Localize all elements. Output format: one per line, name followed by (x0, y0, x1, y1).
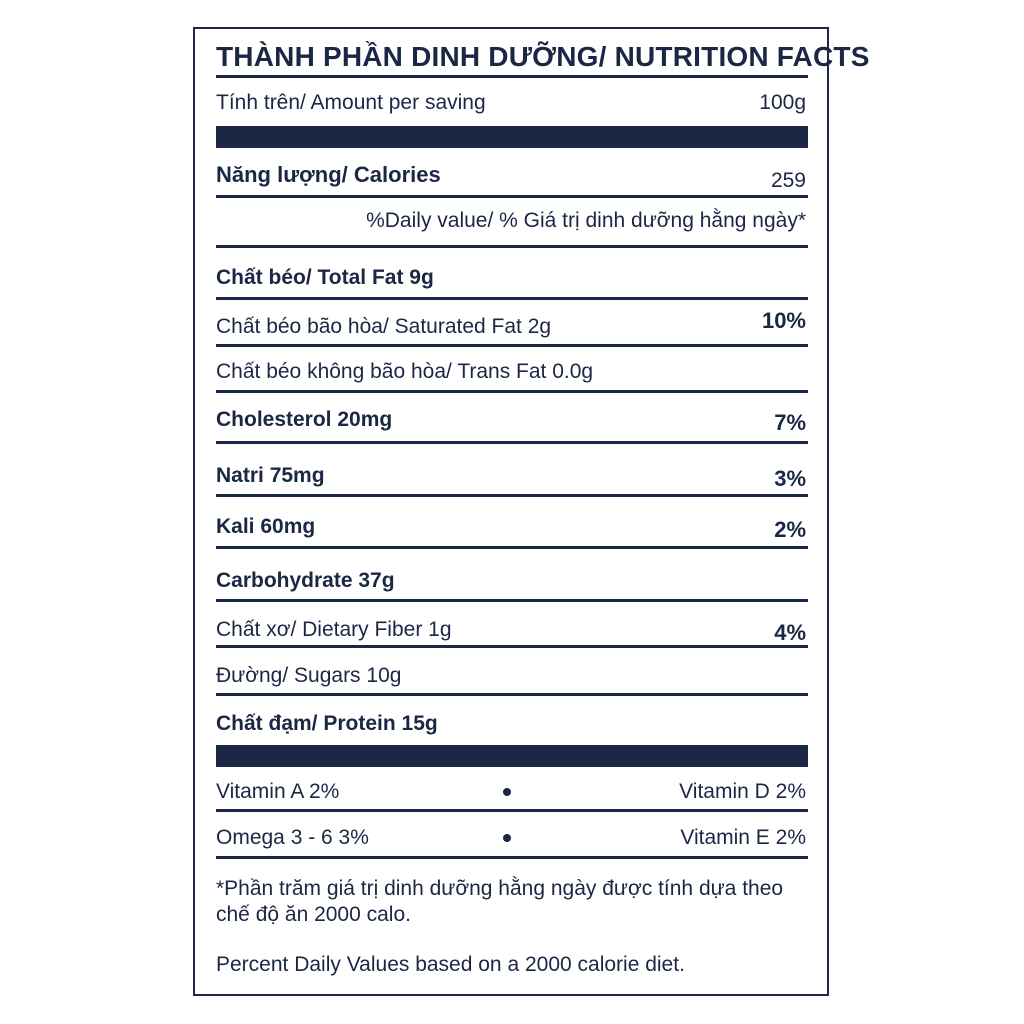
vitamin-right: Vitamin E 2% (680, 826, 806, 849)
divider (216, 546, 808, 549)
nutrient-pct: 3% (774, 466, 806, 491)
divider (216, 645, 808, 648)
nutrient-pct: 10% (761, 308, 806, 333)
nutrient-name: Kali (216, 515, 255, 538)
divider (216, 344, 808, 347)
nutrient-name: Natri (216, 464, 264, 487)
divider (216, 809, 808, 812)
nutrient-name: Cholesterol (216, 408, 332, 431)
vitamin-left: Omega 3 - 6 3% (216, 826, 369, 849)
nutrient-pct: 7% (774, 410, 806, 435)
nutrient-row-trans-fat (216, 360, 808, 400)
nutrient-name: Chất béo/ Total Fat (216, 266, 404, 289)
divider (216, 245, 808, 248)
nutrient-amount: 20mg (337, 408, 393, 431)
nutrient-name: Chất đạm/ Protein (216, 712, 396, 735)
serving-row (216, 91, 808, 131)
calories-label: Năng lượng/ Calories (216, 162, 441, 187)
nutrient-row-sugars (216, 664, 808, 704)
nutrient-amount: 37g (358, 569, 395, 592)
nutrient-row-total-fat (216, 266, 808, 306)
footnote-en: Percent Daily Values based on a 2000 calorie diet. (216, 953, 685, 976)
nutrient-row-saturated-fat (216, 308, 808, 353)
nutrient-name: Chất béo bão hòa/ Saturated Fat 2g (216, 315, 552, 338)
nutrient-row-fiber (216, 618, 808, 658)
nutrient-amount: 75mg (269, 464, 325, 487)
nutrient-row-kali (216, 515, 808, 555)
nutrient-amount: 15g (401, 712, 438, 735)
divider (216, 856, 808, 859)
vitamin-row (216, 780, 808, 820)
nutrient-row-natri (216, 464, 808, 504)
serving-label: Tính trên/ Amount per saving (216, 91, 486, 114)
thick-divider (216, 745, 808, 767)
nutrient-pct: 4% (774, 620, 806, 645)
divider (216, 195, 808, 198)
nutrient-amount: 60mg (260, 515, 316, 538)
nutrient-amount: 9g (409, 266, 434, 289)
vitamin-left: Vitamin A 2% (216, 780, 340, 803)
divider (216, 390, 808, 393)
bullet-icon (503, 834, 511, 842)
footnote-vi: *Phần trăm giá trị dinh dưỡng hằng ngày được tính dựa theo chế độ ăn 2000 calo. (216, 877, 784, 926)
divider (216, 297, 808, 300)
nutrition-facts-panel (193, 27, 870, 996)
nutrient-row-carbohydrate (216, 569, 808, 609)
calories-value: 259 (770, 169, 806, 192)
thick-divider (216, 126, 808, 148)
divider (216, 494, 808, 497)
serving-value: 100g (759, 91, 806, 114)
divider (216, 693, 808, 696)
nutrient-pct: 2% (774, 517, 806, 542)
vitamin-right: Vitamin D 2% (679, 780, 806, 803)
divider (216, 75, 808, 78)
daily-value-header: %Daily value/ % Giá trị dinh dưỡng hằng ngày* (366, 209, 806, 232)
divider (216, 441, 808, 444)
nutrient-name: Chất xơ/ Dietary Fiber 1g (216, 618, 452, 641)
nutrition-title: THÀNH PHẦN DINH DƯỠNG/ NUTRITION FACTS (216, 41, 870, 72)
divider (216, 599, 808, 602)
daily-value-row (216, 209, 808, 249)
nutrient-name: Chất béo không bão hòa/ Trans Fat 0.0g (216, 360, 594, 383)
vitamin-row (216, 826, 808, 866)
nutrient-name: Đường/ Sugars 10g (216, 664, 402, 687)
nutrient-name: Carbohydrate (216, 569, 353, 592)
bullet-icon (503, 788, 511, 796)
